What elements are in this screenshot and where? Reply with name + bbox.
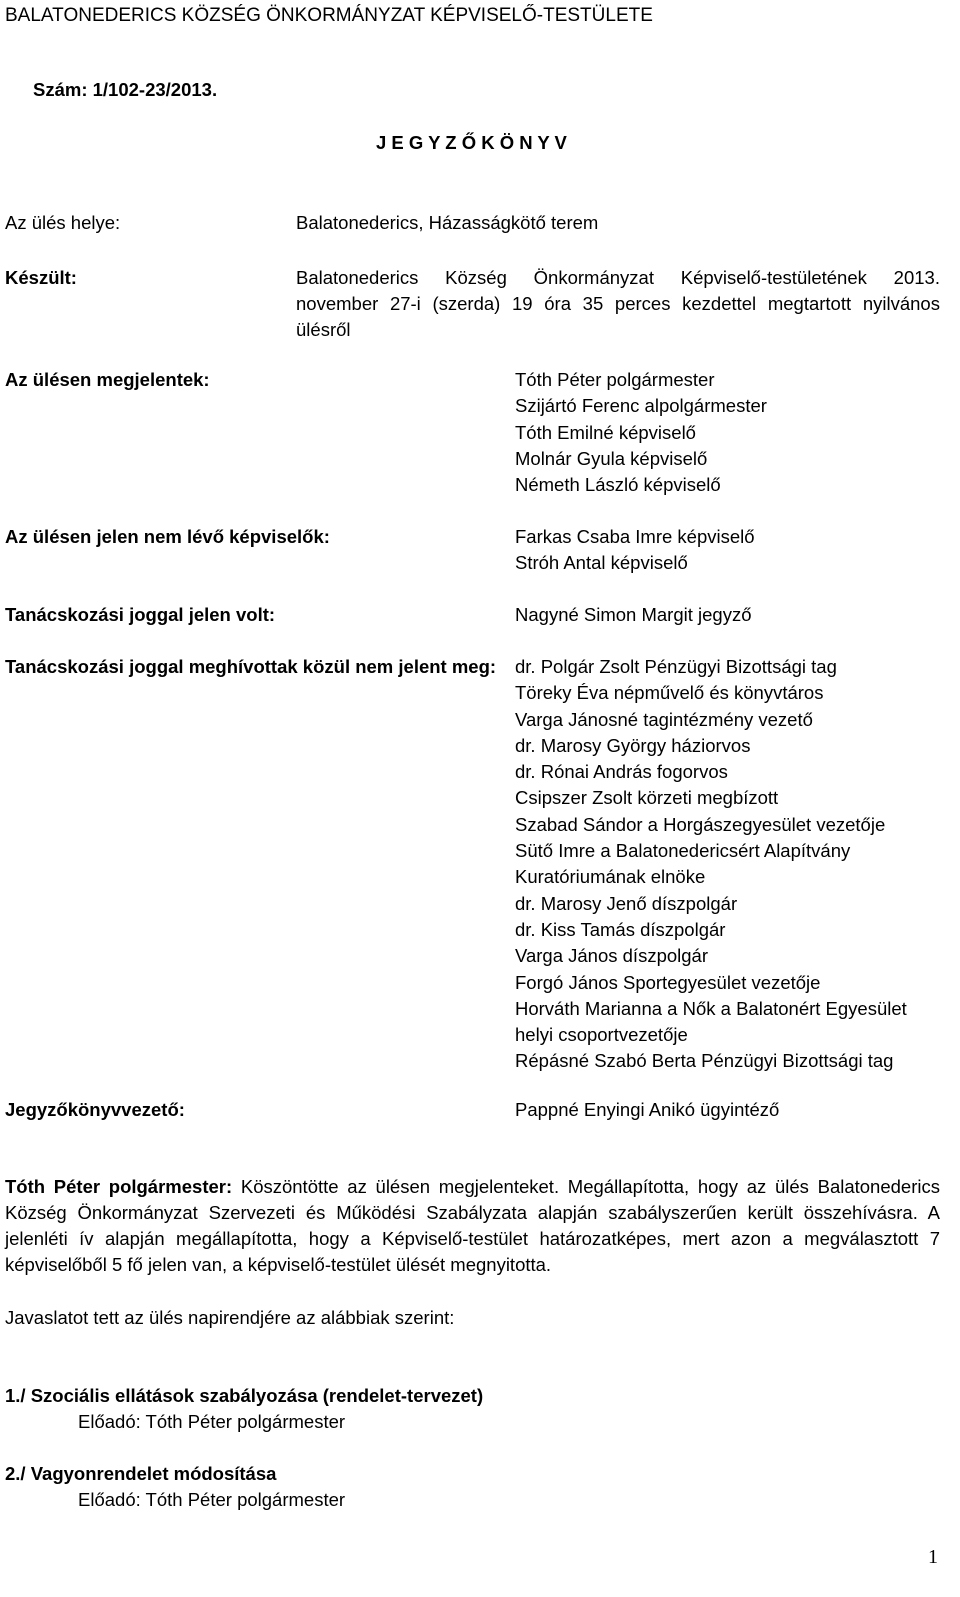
list-item: Horváth Marianna a Nők a Balatonért Egyesület <box>515 997 907 1019</box>
made-word: nyilvános <box>862 293 940 314</box>
advisory-label: Tanácskozási joggal jelen volt: <box>5 604 276 625</box>
made-word: perces <box>614 293 671 314</box>
agenda-item-presenter: Előadó: Tóth Péter polgármester <box>78 1411 346 1432</box>
proposal-text: Javaslatot tett az ülés napirendjére az alábbiak szerint: <box>5 1307 455 1328</box>
list-item: Varga János díszpolgár <box>515 945 708 967</box>
made-word: 35 <box>582 293 604 314</box>
recorder-label: Jegyzőkönyvvezető: <box>5 1099 185 1120</box>
list-item: Németh László képviselő <box>515 474 721 496</box>
made-word: 19 <box>512 293 533 314</box>
list-item: Farkas Csaba Imre képviselő <box>515 526 755 547</box>
invited-absent-label: Tanácskozási joggal meghívottak közül nem jelent meg: <box>5 656 497 677</box>
advisory-value: Nagyné Simon Margit jegyző <box>515 604 752 625</box>
list-item: dr. Kiss Tamás díszpolgár <box>515 918 726 940</box>
made-word: Község <box>445 267 507 288</box>
council-name: BALATONEDERICS KÖZSÉG ÖNKORMÁNYZAT KÉPVISELŐ-TESTÜLETE <box>5 5 653 26</box>
made-word: óra <box>544 293 571 314</box>
made-label: Készült: <box>5 267 77 288</box>
made-word: Balatonederics <box>296 267 419 288</box>
list-item: dr. Marosy Jenő díszpolgár <box>515 892 738 914</box>
list-item: Csipszer Zsolt körzeti megbízott <box>515 787 779 809</box>
made-word: november <box>296 293 379 314</box>
recorder-value: Pappné Enyingi Anikó ügyintéző <box>515 1099 780 1120</box>
opening-speaker: Tóth Péter polgármester: <box>5 1176 233 1197</box>
made-word: (szerda) <box>432 293 501 314</box>
list-item: Forgó János Sportegyesület vezetője <box>515 971 821 993</box>
list-item: Szijártó Ferenc alpolgármester <box>515 395 767 417</box>
opening-text: Köszöntötte az ülésen megjelenteket. Megállapította, hogy az ülés Balatonederics Község Önkormányzat Szervezeti és Működési Szabályzata alapján szabályszerűen került összehívásra. A jelenléti ív alapján megállapította, hogy a Képviselő-testület határozatképes, mert azon a megválasztott 7 képviselőből 5 fő jelen van, a képviselő-testület ülését megnyitotta. <box>5 1176 940 1275</box>
list-item: Varga Jánosné tagintézmény vezető <box>515 708 813 730</box>
list-item: dr. Marosy György háziorvos <box>515 734 751 756</box>
made-line-3: ülésről <box>296 319 351 340</box>
invited-absent-list <box>515 654 907 1075</box>
made-word: Képviselő-testületének <box>680 267 867 288</box>
present-list <box>515 367 767 498</box>
document-title: J E G Y Z Ő K Ö N Y V <box>376 132 567 153</box>
venue-label: Az ülés helye: <box>5 212 121 233</box>
made-word: Önkormányzat <box>533 267 654 288</box>
list-item: Töreky Éva népművelő és könyvtáros <box>515 682 824 704</box>
made-line-2 <box>296 291 940 317</box>
page-number: 1 <box>928 1546 938 1568</box>
list-item: Szabad Sándor a Horgászegyesület vezetője <box>515 813 886 835</box>
list-item: dr. Polgár Zsolt Pénzügyi Bizottsági tag <box>515 656 837 677</box>
list-item: Tóth Emilné képviselő <box>515 421 696 443</box>
list-item: Molnár Gyula képviselő <box>515 447 708 469</box>
list-item: Kuratóriumának elnöke <box>515 866 706 888</box>
list-item: helyi csoportvezetője <box>515 1024 688 1046</box>
list-item: Sütő Imre a Balatonedericsért Alapítvány <box>515 840 851 862</box>
agenda-item-title: 2./ Vagyonrendelet módosítása <box>5 1463 277 1484</box>
made-word: megtartott <box>767 293 852 314</box>
document-number: Szám: 1/102-23/2013. <box>33 79 218 100</box>
made-word: kezdettel <box>682 293 757 314</box>
venue-value: Balatonederics, Házasságkötő terem <box>296 212 599 233</box>
list-item: Tóth Péter polgármester <box>515 369 715 390</box>
present-label: Az ülésen megjelentek: <box>5 369 210 390</box>
absent-label: Az ülésen jelen nem lévő képviselők: <box>5 526 330 547</box>
list-item: Répásné Szabó Berta Pénzügyi Bizottsági tag <box>515 1050 894 1072</box>
made-word: 27-i <box>389 293 421 314</box>
made-line-1 <box>296 265 940 291</box>
agenda-item-presenter: Előadó: Tóth Péter polgármester <box>78 1489 346 1510</box>
list-item: dr. Rónai András fogorvos <box>515 761 728 783</box>
agenda-item-title: 1./ Szociális ellátások szabályozása (rendelet-tervezet) <box>5 1385 484 1406</box>
list-item: Stróh Antal képviselő <box>515 552 688 574</box>
opening-paragraph <box>5 1174 940 1278</box>
absent-list <box>515 524 755 577</box>
made-word: 2013. <box>893 267 940 288</box>
